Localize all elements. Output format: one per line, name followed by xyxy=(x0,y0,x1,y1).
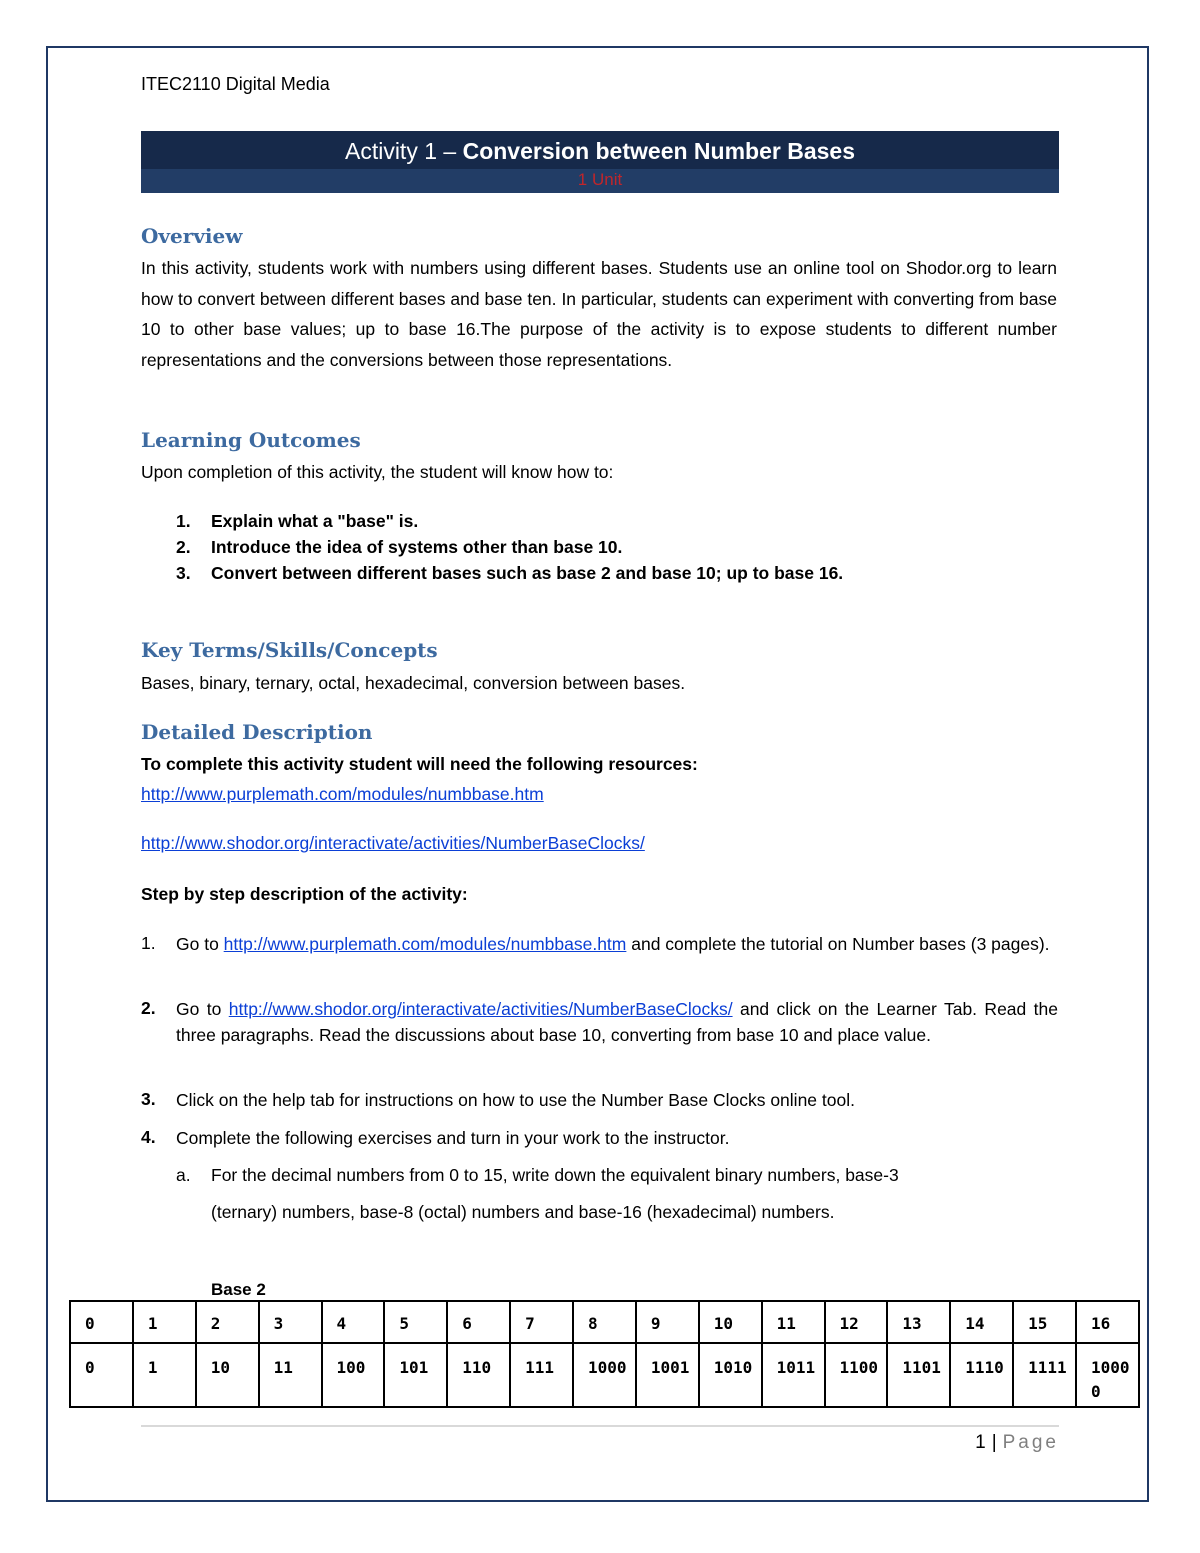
decimal-cell: 14 xyxy=(950,1301,1013,1343)
overview-heading: Overview xyxy=(141,224,243,248)
decimal-cell: 4 xyxy=(322,1301,385,1343)
purplemath-link[interactable]: http://www.purplemath.com/modules/numbbase.htm xyxy=(141,784,544,804)
outcome-number: 1. xyxy=(176,511,191,531)
base-2-table xyxy=(69,1300,1140,1408)
step-number: 2. xyxy=(141,998,156,1018)
activity-title xyxy=(141,131,1059,169)
key-terms-text: Bases, binary, ternary, octal, hexadecimal, conversion between bases. xyxy=(141,673,686,693)
page-word: Page xyxy=(1002,1432,1059,1453)
decimal-cell: 2 xyxy=(196,1301,259,1343)
step-1-link[interactable]: http://www.purplemath.com/modules/numbbase.htm xyxy=(223,934,627,954)
table-caption: Base 2 xyxy=(211,1280,266,1299)
decimal-cell: 13 xyxy=(887,1301,950,1343)
binary-cell: 1011 xyxy=(762,1343,825,1407)
outcome-number: 3. xyxy=(176,563,191,583)
step-number: 1. xyxy=(141,933,156,953)
step-1-pre: Go to xyxy=(176,934,224,954)
decimal-row xyxy=(70,1301,1139,1343)
binary-cell: 101 xyxy=(384,1343,447,1407)
binary-cell: 1 xyxy=(133,1343,196,1407)
binary-cell: 1010 xyxy=(699,1343,762,1407)
decimal-cell: 16 xyxy=(1076,1301,1139,1343)
step-4a-number: a. xyxy=(176,1165,191,1185)
step-2-pre: Go to xyxy=(176,999,229,1019)
page-number: 1 xyxy=(975,1432,986,1453)
binary-cell: 10000 xyxy=(1076,1343,1139,1407)
binary-cell: 0 xyxy=(70,1343,133,1407)
steps-label: Step by step description of the activity: xyxy=(141,884,468,904)
decimal-cell: 3 xyxy=(259,1301,322,1343)
step-4: Complete the following exercises and turn in your work to the instructor. xyxy=(176,1128,730,1148)
binary-cell: 1110 xyxy=(950,1343,1013,1407)
binary-cell: 11 xyxy=(259,1343,322,1407)
binary-cell: 1100 xyxy=(825,1343,888,1407)
binary-cell: 1000 xyxy=(573,1343,636,1407)
footer-divider xyxy=(141,1425,1059,1427)
learning-outcomes-heading: Learning Outcomes xyxy=(141,428,361,452)
binary-cell: 1001 xyxy=(636,1343,699,1407)
decimal-cell: 5 xyxy=(384,1301,447,1343)
binary-row xyxy=(70,1343,1139,1407)
binary-cell: 10 xyxy=(196,1343,259,1407)
outcome-number: 2. xyxy=(176,537,191,557)
title-main: Conversion between Number Bases xyxy=(462,138,855,164)
step-1-post: and complete the tutorial on Number bases (3 pages). xyxy=(626,934,1050,954)
shodor-link[interactable]: http://www.shodor.org/interactivate/activities/NumberBaseClocks/ xyxy=(141,833,645,853)
outcomes-intro: Upon completion of this activity, the student will know how to: xyxy=(141,462,614,482)
decimal-cell: 7 xyxy=(510,1301,573,1343)
step-2-post: and click on the Learner Tab. Read the three paragraphs. Read the discussions about base 10, converting from base 10 and place value. xyxy=(176,999,1058,1045)
detailed-description-heading: Detailed Description xyxy=(141,720,373,744)
step-number: 3. xyxy=(141,1089,156,1109)
binary-cell: 110 xyxy=(447,1343,510,1407)
decimal-cell: 12 xyxy=(825,1301,888,1343)
footer-separator: | xyxy=(991,1432,997,1453)
outcome-item: Convert between different bases such as base 2 and base 10; up to base 16. xyxy=(211,563,844,583)
step-1 xyxy=(176,931,1058,957)
page-footer xyxy=(975,1432,1059,1454)
step-4a-line-1: For the decimal numbers from 0 to 15, write down the equivalent binary numbers, base-3 xyxy=(211,1165,899,1185)
key-terms-heading: Key Terms/Skills/Concepts xyxy=(141,638,438,662)
binary-cell: 111 xyxy=(510,1343,573,1407)
decimal-cell: 15 xyxy=(1013,1301,1076,1343)
decimal-cell: 8 xyxy=(573,1301,636,1343)
binary-cell: 1111 xyxy=(1013,1343,1076,1407)
decimal-cell: 10 xyxy=(699,1301,762,1343)
step-number: 4. xyxy=(141,1127,156,1147)
step-3: Click on the help tab for instructions on how to use the Number Base Clocks online tool. xyxy=(176,1090,855,1110)
binary-cell: 1101 xyxy=(887,1343,950,1407)
step-4a-line-2: (ternary) numbers, base-8 (octal) numbers and base-16 (hexadecimal) numbers. xyxy=(211,1202,835,1222)
binary-cell: 100 xyxy=(322,1343,385,1407)
resources-label: To complete this activity student will need the following resources: xyxy=(141,754,698,774)
decimal-cell: 0 xyxy=(70,1301,133,1343)
decimal-cell: 1 xyxy=(133,1301,196,1343)
step-2-link[interactable]: http://www.shodor.org/interactivate/activities/NumberBaseClocks/ xyxy=(228,999,733,1019)
outcome-item: Explain what a "base" is. xyxy=(211,511,419,531)
decimal-cell: 6 xyxy=(447,1301,510,1343)
step-2 xyxy=(176,996,1058,1048)
title-prefix: Activity 1 – xyxy=(344,138,463,164)
overview-text: In this activity, students work with numbers using different bases. Students use an online tool on Shodor.org to learn how to convert between different bases and base ten. In particular, students can experiment with converting from base 10 to other base values; up to base 16.The purpose of the activity is to expose students to different number representations and the conversions between those representations. xyxy=(141,258,1057,370)
outcome-item: Introduce the idea of systems other than base 10. xyxy=(211,537,623,557)
decimal-cell: 9 xyxy=(636,1301,699,1343)
title-banner xyxy=(141,131,1059,193)
decimal-cell: 11 xyxy=(762,1301,825,1343)
unit-label: 1 Unit xyxy=(141,169,1059,193)
document-header: ITEC2110 Digital Media xyxy=(141,74,330,94)
